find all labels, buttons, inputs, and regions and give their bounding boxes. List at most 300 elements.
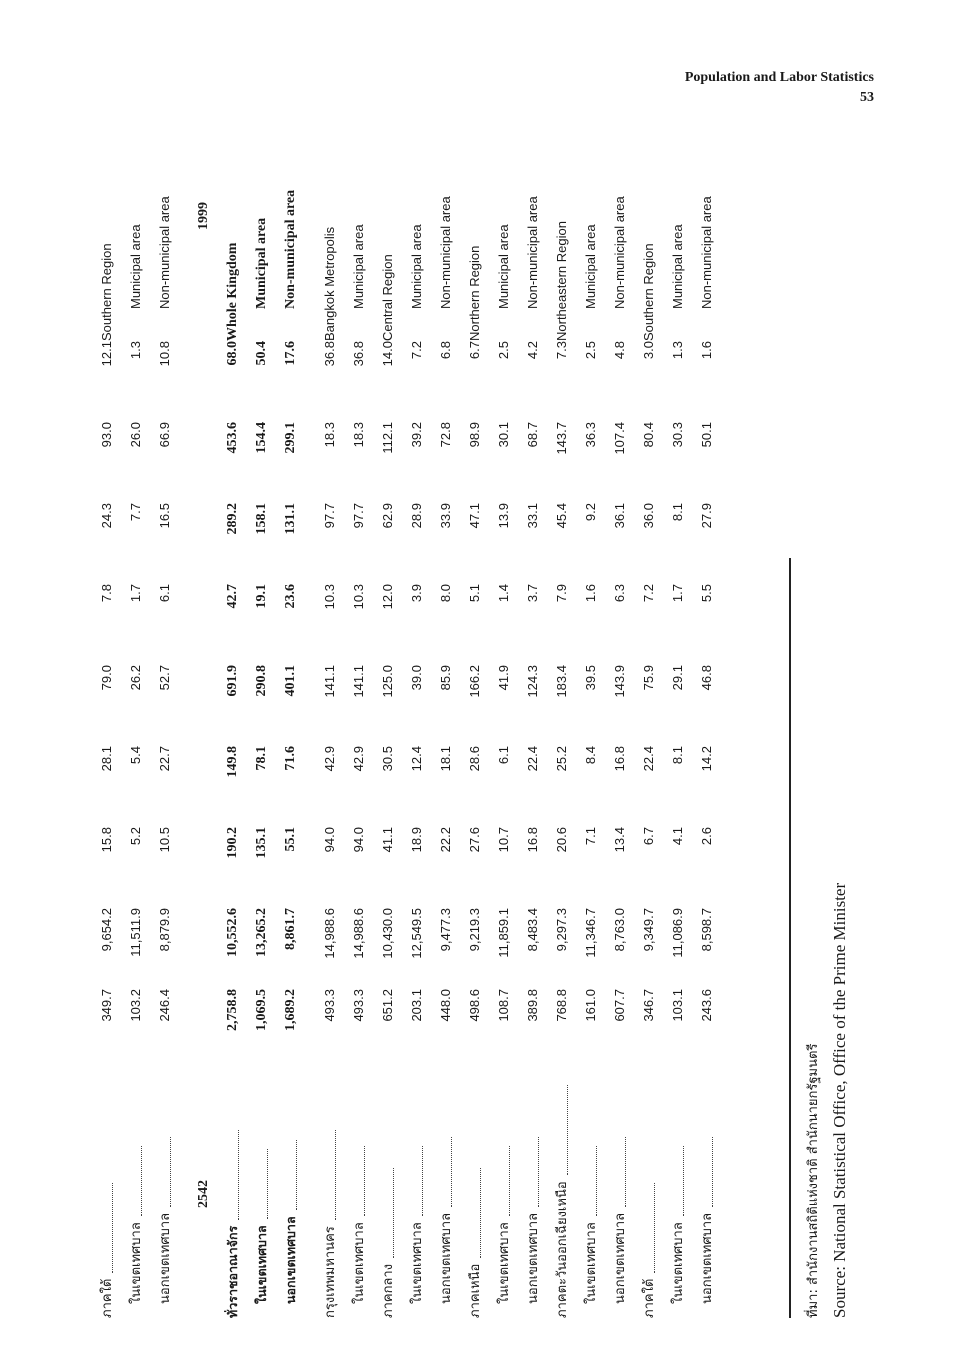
table-row [247, 91, 276, 1318]
row-label-english: Whole Kingdom [225, 242, 240, 341]
table-cell-value: 79.0 [99, 665, 114, 691]
table-cell-value: 50.1 [699, 422, 714, 448]
table-row [692, 91, 721, 1318]
table-cell-value: 10.5 [157, 827, 172, 853]
table-cell-value: 7.9 [554, 584, 569, 603]
table-cell-value: 11,859.1 [496, 908, 511, 958]
table-cell-value: 18.3 [322, 422, 337, 448]
empty-cell [189, 422, 218, 503]
table-cell-value: 1.7 [128, 584, 143, 603]
table-cell-value: 15.8 [99, 827, 114, 853]
table-cell-value: 5.5 [699, 584, 714, 603]
row-label-thai [247, 1070, 276, 1318]
row-label-thai-text: ภาคใต้ [99, 1278, 114, 1318]
row-label-english: Municipal area [128, 224, 143, 309]
row-label-english: Southern Region [99, 243, 114, 341]
row-label-thai [605, 1070, 634, 1318]
table-cell-value: 1.3 [670, 341, 685, 360]
table-cell-value: 6.7 [641, 827, 656, 846]
source-note-thai: ที่มา: สำนักงานสถิติแห่งชาติ สำนักนายกรัฐมนตรี [806, 1043, 821, 1318]
table-cell-value: 4.2 [525, 341, 540, 360]
table-cell-value: 149.8 [225, 746, 240, 778]
table-bottom-rule [789, 558, 791, 1318]
table-cell-value: 23.6 [283, 584, 298, 609]
table-cell-value: 190.2 [225, 827, 240, 859]
row-label-thai-text: ในเขตเทศบาล [670, 1222, 685, 1304]
row-label-thai-text: ในเขตเทศบาล [351, 1222, 366, 1304]
empty-cell [189, 503, 218, 584]
table-row [276, 91, 305, 1318]
row-label-thai [518, 1070, 547, 1318]
table-cell-value: 349.7 [99, 989, 114, 1022]
leader-dots [586, 1146, 597, 1216]
table-row [518, 91, 547, 1318]
table-cell-value: 93.0 [99, 422, 114, 448]
table-row [121, 91, 150, 1318]
table-cell-value: 3.7 [525, 584, 540, 603]
table-cell-value: 8,861.7 [283, 908, 298, 950]
table-cell-value: 6.8 [438, 341, 453, 360]
table-cell-value: 1.7 [670, 584, 685, 603]
table-row [489, 91, 518, 1318]
empty-cell [189, 908, 218, 989]
table-cell-value: 8.1 [670, 503, 685, 522]
empty-cell [189, 827, 218, 908]
row-label-thai [276, 1070, 305, 1318]
leader-dots [615, 1137, 626, 1207]
table-cell-value: 183.4 [554, 665, 569, 698]
table-cell-value: 166.2 [467, 665, 482, 698]
table-cell-value: 4.1 [670, 827, 685, 846]
year-thai: 2542 [196, 1180, 211, 1208]
table-cell-value: 62.9 [380, 503, 395, 529]
table-cell-value: 14,988.6 [351, 908, 366, 959]
table-cell-value: 68.7 [525, 422, 540, 448]
row-label-thai-text: ภาคตะวันออกเฉียงเหนือ [554, 1181, 569, 1318]
table-cell-value: 346.7 [641, 989, 656, 1022]
table-row [373, 91, 402, 1318]
row-label-thai [373, 1070, 402, 1318]
leader-dots [470, 1168, 481, 1258]
leader-dots [354, 1146, 365, 1216]
table-cell-value: 33.9 [438, 503, 453, 529]
table-cell-value: 10.7 [496, 827, 511, 853]
table-cell-value: 3.0 [641, 341, 656, 360]
table-row [634, 91, 663, 1318]
table-cell-value: 124.3 [525, 665, 540, 698]
table-cell-value: 8.4 [583, 746, 598, 765]
table-cell-value: 8,763.0 [612, 908, 627, 952]
table-cell-value: 18.9 [409, 827, 424, 853]
table-cell-value: 16.8 [612, 746, 627, 772]
leader-dots [702, 1137, 713, 1207]
table-row [547, 91, 576, 1318]
table-cell-value: 50.4 [254, 341, 269, 366]
table-cell-value: 14.0 [380, 341, 395, 367]
table-cell-value: 103.1 [670, 989, 685, 1022]
leader-dots [499, 1146, 510, 1216]
row-label-english: Municipal area [254, 217, 269, 309]
leader-dots [644, 1183, 655, 1273]
row-label-thai [460, 1070, 489, 1318]
table-cell-value: 12.4 [409, 746, 424, 772]
table-cell-value: 33.1 [525, 503, 540, 529]
table-cell-value: 11,086.9 [670, 908, 685, 958]
row-label-english: Northern Region [467, 245, 482, 341]
table-cell-value: 13.4 [612, 827, 627, 853]
table-cell-value: 7.1 [583, 827, 598, 846]
table-cell-value: 22.2 [438, 827, 453, 853]
spacer-cell [305, 91, 315, 1318]
table-cell-value: 10,430.0 [380, 908, 395, 959]
row-label-thai [92, 1070, 121, 1318]
table-cell-value: 1.6 [699, 341, 714, 360]
table-cell-value: 6.3 [612, 584, 627, 603]
table-cell-value: 607.7 [612, 989, 627, 1022]
row-label-thai [663, 1070, 692, 1318]
empty-cell [189, 989, 218, 1070]
table-cell-value: 154.4 [254, 422, 269, 454]
leader-dots [286, 1140, 297, 1210]
table-cell-value: 25.2 [554, 746, 569, 772]
table-cell-value: 651.2 [380, 989, 395, 1022]
table-cell-value: 17.6 [283, 341, 298, 366]
leader-dots [412, 1146, 423, 1216]
leader-dots [228, 1130, 239, 1220]
row-label-english: Central Region [380, 254, 395, 341]
table-cell-value: 401.1 [283, 665, 298, 697]
spacer-cell [179, 91, 189, 1318]
table-cell-value: 29.1 [670, 665, 685, 691]
row-label-thai [431, 1070, 460, 1318]
table-cell-value: 10,552.6 [225, 908, 240, 957]
table-row [605, 91, 634, 1318]
table-cell-value: 41.9 [496, 665, 511, 691]
table-cell-value: 289.2 [225, 503, 240, 535]
table-cell-value: 27.6 [467, 827, 482, 853]
empty-cell [189, 341, 218, 422]
table-cell-value: 1,689.2 [283, 989, 298, 1031]
table-cell-value: 72.8 [438, 422, 453, 448]
table-cell-value: 36.0 [641, 503, 656, 529]
row-label-thai-text: ในเขตเทศบาล [128, 1222, 143, 1304]
table-cell-value: 16.8 [525, 827, 540, 853]
table-cell-value: 7.3 [554, 341, 569, 360]
row-label-english: Municipal area [583, 224, 598, 309]
year-heading-row [189, 91, 218, 1318]
table-cell-value: 22.4 [525, 746, 540, 772]
table-cell-value: 94.0 [322, 827, 337, 853]
leader-dots [557, 1085, 568, 1175]
table-cell-value: 5.1 [467, 584, 482, 603]
table-row [92, 91, 121, 1318]
table-cell-value: 20.6 [554, 827, 569, 853]
row-label-thai-text: ภาคเหนือ [467, 1263, 482, 1318]
row-label-thai-text: ภาคใต้ [641, 1278, 656, 1318]
row-label-thai [576, 1070, 605, 1318]
table-cell-value: 290.8 [254, 665, 269, 697]
table-cell-value: 8.0 [438, 584, 453, 603]
table-cell-value: 13.9 [496, 503, 511, 529]
table-cell-value: 66.9 [157, 422, 172, 448]
table-cell-value: 6.1 [496, 746, 511, 765]
table-cell-value: 16.5 [157, 503, 172, 529]
table-cell-value: 2.5 [583, 341, 598, 360]
table-cell-value: 30.5 [380, 746, 395, 772]
table-cell-value: 3.9 [409, 584, 424, 603]
table-cell-value: 68.0 [225, 341, 240, 366]
table-cell-value: 71.6 [283, 746, 298, 771]
spacer-row [305, 91, 315, 1318]
table-row [576, 91, 605, 1318]
table-cell-value: 52.7 [157, 665, 172, 691]
leader-dots [673, 1146, 684, 1216]
table-row [460, 91, 489, 1318]
table-cell-value: 80.4 [641, 422, 656, 448]
table-cell-value: 2.5 [496, 341, 511, 360]
row-label-thai-text: นอกเขตเทศบาล [157, 1212, 172, 1304]
row-label-english: Non-municipal area [283, 189, 298, 309]
table-cell-value: 141.1 [351, 665, 366, 698]
table-cell-value: 5.2 [128, 827, 143, 846]
table-cell-value: 94.0 [351, 827, 366, 853]
table-cell-value: 141.1 [322, 665, 337, 698]
table-cell-value: 11,511.9 [128, 908, 143, 957]
row-label-thai-text: กรุงเทพมหานคร [322, 1226, 337, 1318]
table-cell-value: 46.8 [699, 665, 714, 691]
row-label-thai-text: นอกเขตเทศบาล [525, 1212, 540, 1304]
row-label-english: Non-municipal area [699, 196, 714, 309]
source-note-english: Source: National Statistical Office, Office of the Prime Minister [830, 882, 849, 1318]
row-label-thai-text: นอกเขตเทศบาล [699, 1212, 714, 1304]
table-cell-value: 299.1 [283, 422, 298, 454]
table-cell-value: 22.7 [157, 746, 172, 772]
table-row [150, 91, 179, 1318]
table-cell-value: 47.1 [467, 503, 482, 529]
row-label-thai [402, 1070, 431, 1318]
table-cell-value: 28.1 [99, 746, 114, 772]
table-cell-value: 143.7 [554, 422, 569, 455]
running-header-title: Population and Labor Statistics [684, 70, 874, 85]
row-label-english: Non-municipal area [612, 196, 627, 309]
table-row [402, 91, 431, 1318]
table-cell-value: 27.9 [699, 503, 714, 529]
table-cell-value: 19.1 [254, 584, 269, 609]
table-cell-value: 10.3 [322, 584, 337, 610]
table-cell-value: 2,758.8 [225, 989, 240, 1031]
table-cell-value: 9.2 [583, 503, 598, 522]
table-cell-value: 135.1 [254, 827, 269, 859]
table-cell-value: 41.1 [380, 827, 395, 853]
leader-dots [160, 1137, 171, 1207]
table-cell-value: 691.9 [225, 665, 240, 697]
empty-cell [189, 665, 218, 746]
row-label-thai-text: ทั่วราชอาณาจักร [225, 1225, 240, 1318]
table-cell-value: 12,549.5 [409, 908, 424, 959]
row-label-english: Non-municipal area [438, 196, 453, 309]
table-cell-value: 9,477.3 [438, 908, 453, 952]
table-cell-value: 161.0 [583, 989, 598, 1022]
table-cell-value: 36.1 [612, 503, 627, 529]
row-label-thai-text: ในเขตเทศบาล [409, 1222, 424, 1304]
table-cell-value: 9,219.3 [467, 908, 482, 952]
table-row [315, 91, 344, 1318]
table-cell-value: 42.9 [351, 746, 366, 772]
row-label-english: Non-municipal area [525, 196, 540, 309]
table-cell-value: 12.1 [99, 341, 114, 367]
table-cell-value: 158.1 [254, 503, 269, 535]
table-cell-value: 55.1 [283, 827, 298, 852]
row-label-english: Southern Region [641, 243, 656, 341]
table-cell-value: 448.0 [438, 989, 453, 1022]
table-cell-value: 39.5 [583, 665, 598, 691]
table-cell-value: 8.1 [670, 746, 685, 765]
table-cell-value: 28.9 [409, 503, 424, 529]
table-cell-value: 7.2 [409, 341, 424, 360]
table-cell-value: 112.1 [380, 422, 395, 454]
table-cell-value: 26.2 [128, 665, 143, 691]
table-cell-value: 2.6 [699, 827, 714, 846]
table-cell-value: 30.1 [496, 422, 511, 448]
table-cell-value: 14.2 [699, 746, 714, 772]
table-cell-value: 125.0 [380, 665, 395, 698]
table-cell-value: 131.1 [283, 503, 298, 535]
leader-dots [102, 1183, 113, 1273]
row-label-thai-text: ในเขตเทศบาล [496, 1222, 511, 1304]
table-cell-value: 10.3 [351, 584, 366, 610]
row-label-thai [218, 1070, 247, 1318]
table-cell-value: 8,598.7 [699, 908, 714, 952]
row-label-thai [150, 1070, 179, 1318]
table-cell-value: 5.4 [128, 746, 143, 765]
empty-cell [189, 746, 218, 827]
table-cell-value: 1.4 [496, 584, 511, 603]
table-cell-value: 36.3 [583, 422, 598, 448]
table-cell-value: 493.3 [351, 989, 366, 1022]
table-cell-value: 6.7 [467, 341, 482, 360]
row-label-thai [547, 1070, 576, 1318]
row-label-thai [692, 1070, 721, 1318]
table-cell-value: 42.7 [225, 584, 240, 609]
table-cell-value: 36.8 [322, 341, 337, 367]
table-cell-value: 26.0 [128, 422, 143, 448]
row-label-thai-text: ในเขตเทศบาล [583, 1222, 598, 1304]
table-cell-value: 24.3 [99, 503, 114, 529]
table-cell-value: 7.7 [128, 503, 143, 522]
row-label-english: Municipal area [670, 224, 685, 309]
year-english: 1999 [196, 202, 211, 230]
table-cell-value: 97.7 [322, 503, 337, 529]
table-cell-value: 246.4 [157, 989, 172, 1022]
row-label-thai [634, 1070, 663, 1318]
table-cell-value: 9,654.2 [99, 908, 114, 952]
table-cell-value: 498.6 [467, 989, 482, 1022]
statistics-table [92, 91, 721, 1318]
table-cell-value: 1.3 [128, 341, 143, 360]
row-label-thai [315, 1070, 344, 1318]
table-cell-value: 36.8 [351, 341, 366, 367]
table-row [344, 91, 373, 1318]
table-cell-value: 30.3 [670, 422, 685, 448]
table-cell-value: 11,346.7 [583, 908, 598, 958]
table-cell-value: 1.6 [583, 584, 598, 603]
row-label-thai-text: นอกเขตเทศบาล [612, 1212, 627, 1304]
table-cell-value: 9,349.7 [641, 908, 656, 952]
table-cell-value: 75.9 [641, 665, 656, 691]
row-label-english: Municipal area [351, 224, 366, 309]
table-cell-value: 453.6 [225, 422, 240, 454]
leader-dots [441, 1137, 452, 1207]
table-cell-value: 45.4 [554, 503, 569, 529]
leader-dots [257, 1149, 268, 1219]
row-label-thai-text: นอกเขตเทศบาล [283, 1216, 298, 1304]
table-cell-value: 203.1 [409, 989, 424, 1022]
row-label-english: Non-municipal area [157, 196, 172, 309]
table-cell-value: 8,879.9 [157, 908, 172, 952]
table-cell-value: 243.6 [699, 989, 714, 1022]
leader-dots [383, 1168, 394, 1258]
table-cell-value: 18.3 [351, 422, 366, 448]
leader-dots [528, 1137, 539, 1207]
table-cell-value: 107.4 [612, 422, 627, 455]
table-cell-value: 6.1 [157, 584, 172, 603]
spacer-row [179, 91, 189, 1318]
row-label-english: Northeastern Region [554, 221, 569, 341]
table-cell-value: 4.8 [612, 341, 627, 360]
row-label-thai [344, 1070, 373, 1318]
table-cell-value: 7.8 [99, 584, 114, 603]
row-label-thai [121, 1070, 150, 1318]
table-cell-value: 768.8 [554, 989, 569, 1022]
table-cell-value: 28.6 [467, 746, 482, 772]
table-cell-value: 85.9 [438, 665, 453, 691]
table-cell-value: 10.8 [157, 341, 172, 367]
table-cell-value: 78.1 [254, 746, 269, 771]
leader-dots [131, 1146, 142, 1216]
table-cell-value: 12.0 [380, 584, 395, 610]
rotated-table-page [92, 133, 882, 1318]
table-cell-value: 143.9 [612, 665, 627, 698]
table-cell-value: 22.4 [641, 746, 656, 772]
row-label-english: Municipal area [496, 224, 511, 309]
row-label-thai-text: ภาคกลาง [380, 1263, 395, 1318]
table-cell-value: 389.8 [525, 989, 540, 1022]
table-row [218, 91, 247, 1318]
page-number: 53 [860, 90, 874, 105]
table-cell-value: 39.2 [409, 422, 424, 448]
leader-dots [325, 1130, 336, 1220]
table-cell-value: 108.7 [496, 989, 511, 1022]
table-cell-value: 7.2 [641, 584, 656, 603]
table-row [431, 91, 460, 1318]
table-cell-value: 14,988.6 [322, 908, 337, 959]
row-label-english: Bangkok Metropolis [322, 226, 337, 341]
table-cell-value: 1,069.5 [254, 989, 269, 1031]
table-cell-value: 13,265.2 [254, 908, 269, 957]
table-cell-value: 98.9 [467, 422, 482, 448]
table-row [663, 91, 692, 1318]
table-cell-value: 9,297.3 [554, 908, 569, 952]
row-label-english: Municipal area [409, 224, 424, 309]
table-cell-value: 42.9 [322, 746, 337, 772]
table-cell-value: 493.3 [322, 989, 337, 1022]
table-cell-value: 8,483.4 [525, 908, 540, 952]
table-cell-value: 18.1 [438, 746, 453, 772]
row-label-thai [489, 1070, 518, 1318]
table-cell-value: 97.7 [351, 503, 366, 529]
row-label-thai-text: ในเขตเทศบาล [254, 1225, 269, 1304]
row-label-thai-text: นอกเขตเทศบาล [438, 1212, 453, 1304]
